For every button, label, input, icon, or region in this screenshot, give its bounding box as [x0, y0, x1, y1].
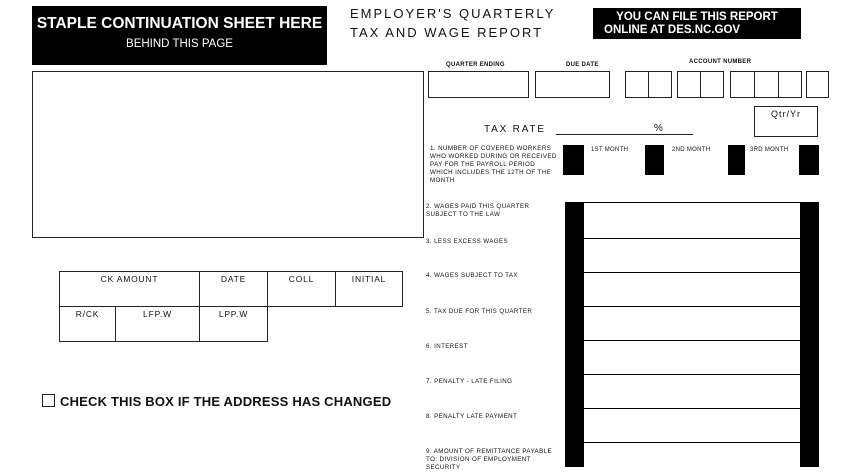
online-line1: YOU CAN FILE THIS REPORT [616, 11, 778, 23]
amount-line-6[interactable] [584, 341, 800, 375]
office-lfpw [115, 306, 200, 342]
line-8-label: 8. PENALTY LATE PAYMENT [426, 413, 518, 420]
amount-line-3[interactable] [584, 239, 800, 273]
tax-rate-label: TAX RATE [484, 124, 546, 135]
office-date-label: DATE [220, 274, 247, 284]
office-lppw-label: LPP.W [218, 309, 249, 319]
staple-line1: STAPLE CONTINUATION SHEET HERE [36, 15, 323, 32]
report-title [350, 6, 555, 40]
office-initial [335, 271, 403, 307]
amount-line-8[interactable] [584, 409, 800, 443]
due-date-label: DUE DATE [566, 62, 599, 68]
office-rck-label: R/CK [75, 309, 100, 319]
qtr-yr-label: Qtr/Yr [771, 109, 801, 119]
line-2-label: 2. WAGES PAID THIS QUARTER SUBJECT TO THE LAW [426, 203, 530, 218]
account-number-group-3[interactable] [730, 71, 802, 98]
month-3-label: 3RD MONTH [750, 147, 789, 153]
address-box [32, 71, 424, 238]
month-1-label: 1ST MONTH [591, 147, 629, 153]
amount-line-4[interactable] [584, 273, 800, 307]
quarter-ending-field[interactable] [428, 71, 529, 98]
office-coll-label: COLL [288, 274, 315, 284]
amount-line-5[interactable] [584, 307, 800, 341]
account-number-label: ACCOUNT NUMBER [689, 59, 752, 65]
account-number-group-1[interactable] [625, 71, 672, 98]
staple-line2: BEHIND THIS PAGE [126, 38, 233, 50]
quarter-ending-label: QUARTER ENDING [446, 62, 505, 68]
office-lfpw-label: LFP.W [143, 309, 172, 319]
line-4-label: 4. WAGES SUBJECT TO TAX [426, 272, 518, 279]
report-title-line1: EMPLOYER'S QUARTERLY [350, 6, 556, 21]
tax-rate-percent: % [654, 123, 663, 134]
line-3-label: 3. LESS EXCESS WAGES [426, 238, 509, 245]
month-2-label: 2ND MONTH [672, 147, 711, 153]
office-initial-label: INITIAL [351, 274, 387, 284]
line-1-label: 1. NUMBER OF COVERED WORKERS WHO WORKED DURING OR RECEIVED PAY FOR THE PAYROLL PERIOD WHICH INCLUDES THE 12TH OF THE MONTH [430, 145, 557, 184]
account-number-check-digit[interactable] [806, 71, 829, 98]
office-coll [267, 271, 336, 307]
office-date [199, 271, 268, 307]
line-6-label: 6. INTEREST [426, 343, 468, 350]
address-changed-checkbox[interactable] [42, 394, 55, 407]
line-5-label: 5. TAX DUE FOR THIS QUARTER [426, 308, 533, 315]
report-title-line2: TAX AND WAGE REPORT [350, 25, 544, 40]
account-number-group-2[interactable] [677, 71, 724, 98]
online-line2: ONLINE AT DES.NC.GOV [604, 24, 741, 36]
staple-notice [32, 6, 327, 65]
office-ck-amount [59, 271, 200, 307]
online-filing-notice [593, 8, 801, 39]
line-9-label: 9. AMOUNT OF REMITTANCE PAYABLE TO: DIVISION OF EMPLOYMENT SECURITY [426, 448, 552, 471]
tax-rate-field[interactable] [556, 134, 693, 135]
amount-line-7[interactable] [584, 375, 800, 409]
office-ck-amount-label: CK AMOUNT [100, 274, 159, 284]
qtr-yr-field[interactable] [754, 106, 818, 137]
office-rck [59, 306, 116, 342]
line-7-label: 7. PENALTY - LATE FILING [426, 378, 513, 385]
office-lppw [199, 306, 268, 342]
address-changed-label: CHECK THIS BOX IF THE ADDRESS HAS CHANGED [60, 394, 392, 409]
due-date-field[interactable] [535, 71, 610, 98]
amount-line-9[interactable] [584, 443, 800, 467]
amount-line-2[interactable] [584, 203, 800, 239]
